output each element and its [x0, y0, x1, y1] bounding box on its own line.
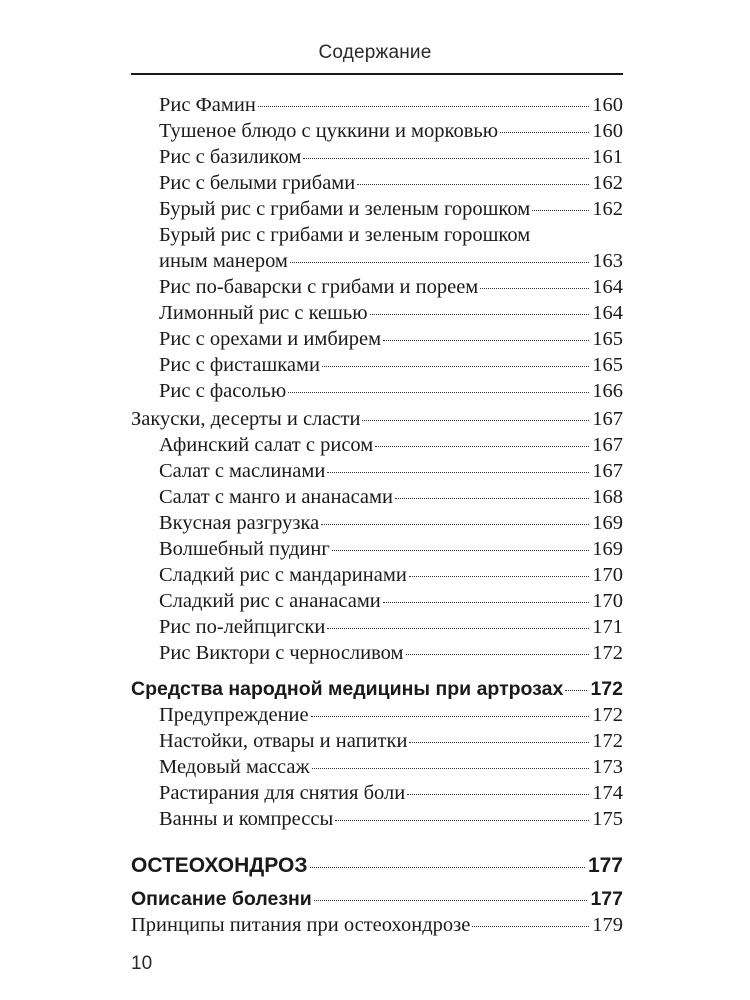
toc-entry-page: 166 — [592, 380, 623, 402]
toc-entry — [159, 196, 623, 222]
toc-entry — [159, 588, 623, 614]
toc-entry — [159, 702, 623, 728]
toc-entry-page: 170 — [592, 564, 623, 586]
dot-leader — [321, 524, 589, 525]
toc-entry-page: 168 — [592, 486, 623, 508]
dot-leader — [357, 184, 589, 185]
dot-leader — [370, 314, 590, 315]
dot-leader — [532, 210, 589, 211]
dot-leader — [311, 716, 590, 717]
toc-entry — [159, 300, 623, 326]
dot-leader — [406, 654, 590, 655]
toc-entry — [159, 144, 623, 170]
toc-entry-title: Рис Фамин — [159, 94, 256, 116]
toc-entry-page: 177 — [587, 854, 623, 877]
toc-entry-title: Рис Виктори с черносливом — [159, 642, 404, 664]
toc-entry-page: 172 — [592, 704, 623, 726]
dot-leader — [327, 472, 589, 473]
dot-leader — [409, 576, 589, 577]
toc-entry-title: Медовый массаж — [159, 756, 310, 778]
toc-entry-title: Рис с белыми грибами — [159, 172, 356, 194]
toc-entry-title: Лимонный рис с кешью — [159, 302, 368, 324]
toc-entry — [159, 274, 623, 300]
toc-entry — [159, 780, 623, 806]
toc-entry — [159, 458, 623, 484]
toc-entry — [159, 378, 623, 404]
dot-leader — [290, 262, 589, 263]
dot-leader — [335, 820, 589, 821]
toc-entry-page: 175 — [592, 808, 623, 830]
toc-entry — [159, 484, 623, 510]
toc-entry-title: Волшебный пудинг — [159, 538, 330, 560]
toc-entry — [159, 640, 623, 666]
toc-entry-page: 165 — [592, 328, 623, 350]
toc-entry — [159, 728, 623, 754]
toc-entry — [159, 614, 623, 640]
dot-leader — [288, 392, 589, 393]
page-header-title: Содержание — [318, 42, 432, 63]
toc-entry — [159, 754, 623, 780]
toc-entry — [159, 248, 623, 274]
toc-entry-page: 179 — [592, 914, 623, 936]
toc-entry-page: 174 — [592, 782, 623, 804]
page-number: 10 — [131, 953, 153, 974]
toc-entry-title: Рис с орехами и имбирем — [159, 328, 382, 350]
dot-leader — [327, 628, 589, 629]
toc-part-title: ОСТЕОХОНДРОЗ — [131, 854, 308, 877]
toc-chapter — [131, 676, 623, 702]
dot-leader — [383, 340, 589, 341]
toc-entry-page: 167 — [592, 434, 623, 456]
toc-entry-page: 171 — [592, 616, 623, 638]
toc-entry-page: 172 — [590, 678, 623, 700]
dot-leader — [314, 900, 588, 901]
toc-entry-title: Растирания для снятия боли — [159, 782, 406, 804]
toc-entry-title: Афинский салат с рисом — [159, 434, 374, 456]
toc-entry-page: 162 — [592, 198, 623, 220]
toc-entry — [159, 92, 623, 118]
toc-entry-page: 160 — [592, 120, 623, 142]
toc-entry-page: 173 — [592, 756, 623, 778]
toc-entry-title: Сладкий рис с мандаринами — [159, 564, 407, 586]
toc-entry-page: 165 — [592, 354, 623, 376]
dot-leader — [312, 768, 590, 769]
dot-leader — [480, 288, 589, 289]
dot-leader — [409, 742, 589, 743]
toc-entry-title: Салат с маслинами — [159, 460, 326, 482]
toc-entry-title: Тушеное блюдо с цуккини и морковью — [159, 120, 499, 142]
toc-entry-page: 163 — [592, 250, 623, 272]
dot-leader — [375, 446, 589, 447]
toc-entry-title: Рис по-лейпцигски — [159, 616, 326, 638]
toc-entry-page: 162 — [592, 172, 623, 194]
toc-section-title: Закуски, десерты и сласти — [131, 408, 361, 430]
toc-entry-title: Ванны и компрессы — [159, 808, 334, 830]
dot-leader — [322, 366, 589, 367]
dot-leader — [258, 106, 589, 107]
toc-entry — [159, 806, 623, 832]
toc-entry — [159, 432, 623, 458]
toc-entry-title-continuation: иным манером — [159, 250, 288, 272]
toc-entry-page: 172 — [592, 642, 623, 664]
dot-leader — [362, 420, 589, 421]
dot-leader — [500, 132, 589, 133]
toc-entry-title: Рис с фасолью — [159, 380, 287, 402]
toc-entry — [159, 170, 623, 196]
toc-entry-page: 169 — [592, 512, 623, 534]
toc-entry-page: 167 — [592, 460, 623, 482]
toc-section-title: Принципы питания при остеохондрозе — [131, 914, 471, 936]
toc-entry-page: 164 — [592, 302, 623, 324]
toc-entry — [159, 510, 623, 536]
dot-leader — [565, 690, 587, 691]
toc-entry-page: 164 — [592, 276, 623, 298]
dot-leader — [407, 794, 589, 795]
toc-entry-title: Рис по-баварски с грибами и пореем — [159, 276, 479, 298]
dot-leader — [395, 498, 589, 499]
toc-entry-title: Настойки, отвары и напитки — [159, 730, 408, 752]
toc-entry — [159, 562, 623, 588]
toc-section — [131, 912, 623, 938]
toc-chapter — [131, 886, 623, 912]
dot-leader — [383, 602, 589, 603]
toc-entry-title: Вкусная разгрузка — [159, 512, 320, 534]
dot-leader — [332, 550, 590, 551]
toc-entry-title: Бурый рис с грибами и зеленым горошком — [159, 224, 531, 246]
toc-entry — [159, 536, 623, 562]
toc-entry-title: Сладкий рис с ананасами — [159, 590, 381, 612]
toc-entry-page: 169 — [592, 538, 623, 560]
toc-entry-page: 167 — [592, 408, 623, 430]
toc-entry-title: Предупреждение — [159, 704, 309, 726]
toc-entry-title: Рис с фисташками — [159, 354, 320, 376]
toc-section — [131, 406, 623, 432]
toc-entry-page: 161 — [592, 146, 623, 168]
toc-entry-title: Бурый рис с грибами и зеленым горошком — [159, 198, 531, 220]
toc-chapter-title: Средства народной медицины при артрозах — [131, 678, 564, 700]
toc-entry-page: 170 — [592, 590, 623, 612]
toc-entry-title: Салат с манго и ананасами — [159, 486, 393, 508]
toc-entry-page: 160 — [592, 94, 623, 116]
toc-entry-title: Рис с базиликом — [159, 146, 302, 168]
dot-leader — [310, 867, 585, 868]
dot-leader — [472, 926, 589, 927]
toc-entry — [159, 326, 623, 352]
toc-entry-page: 172 — [592, 730, 623, 752]
toc-entry — [159, 118, 623, 144]
toc-entry — [159, 352, 623, 378]
dot-leader — [303, 158, 589, 159]
toc-entry-page: 177 — [590, 888, 623, 910]
toc-chapter-title: Описание болезни — [131, 888, 312, 910]
toc-part — [131, 853, 623, 879]
